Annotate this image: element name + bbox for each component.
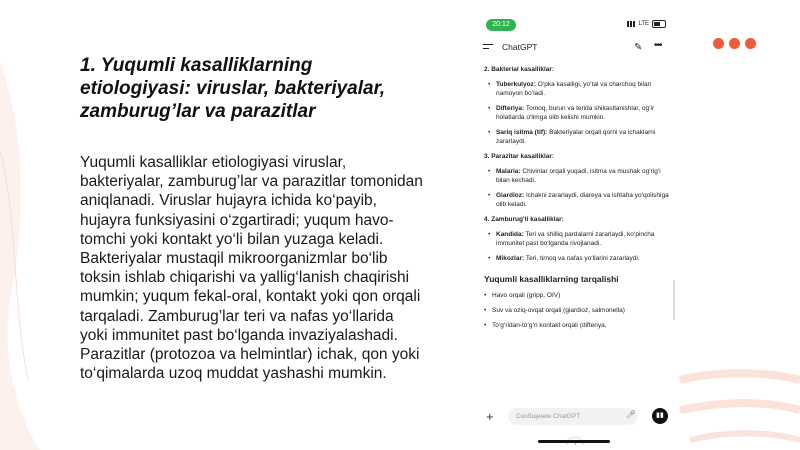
item-text: Bakteriyalar orqali qorni va ichaklarni zararlaydi.	[496, 129, 656, 145]
list-item	[484, 128, 670, 146]
list-item	[484, 104, 670, 122]
dot-icon	[713, 38, 724, 49]
signal-icon	[627, 21, 635, 27]
home-indicator	[538, 440, 610, 443]
app-header	[476, 39, 672, 57]
section-heading: 3. Parazitar kasalliklar:	[484, 153, 555, 160]
plus-icon[interactable]: +	[486, 409, 494, 424]
spread-heading: Yuqumli kasalliklarning tarqalishi	[484, 274, 619, 284]
phone-screenshot	[476, 15, 672, 445]
hamburger-icon[interactable]	[483, 44, 493, 52]
item-text: Teri va shilliq pardalarni zararlaydi, ko‘pincha immunitet past bo‘lganda rivojlanadi.	[496, 231, 655, 247]
item-name: Kandida:	[496, 231, 524, 238]
slide-body: Yuqumli kasalliklar etiologiyasi viruslar, bakteriyalar, zamburug’lar va parazitlar tomonidan aniqlanadi. Viruslar hujayra ichida ko‘payib, hujayra funksiyasini o‘zgartiradi; yuqum havo-tomchi yoki kontakt yo‘li bilan yuzaga keladi. Bakteriyalar mustaqil mikroorganizmlar bo‘lib toksin ishlab chiqarishi va yallig‘lanish chaqirishi mumkin; yuqum fekal-oral, kontakt yoki qon orqali tarqaladi. Zamburug’lar teri va nafas yo‘llarida yoki immunitet past bo‘lganda invaziyalashadi. Parazitlar (protozoa va helmintlar) ichak, qon yoki to‘qimalarda uzoq muddat yashashi mumkin.	[80, 154, 423, 383]
item-name: Giardioz:	[496, 192, 525, 199]
section-heading: 4. Zamburug‘li kasalliklar:	[484, 216, 564, 223]
list-item	[484, 80, 670, 98]
decorative-dots	[713, 38, 756, 49]
edit-icon[interactable]: ✎	[634, 42, 643, 53]
list-item	[484, 167, 670, 185]
item-name: Sariq isitma (tif):	[496, 129, 548, 136]
item-text: Teri, tirnoq va nafas yo‘llarini zararlaydi.	[524, 255, 640, 262]
more-icon[interactable]: •••	[654, 40, 662, 51]
item-text: Tomoq, burun va terida shikastlanishlar, og‘ir holatlarda o‘limga olib kelishi mumkin.	[496, 105, 655, 121]
status-time: 20:12	[486, 19, 516, 31]
item-name: Malaria:	[496, 168, 521, 175]
item-name: Difteriya:	[496, 105, 525, 112]
list-item: • To‘g‘ridan-to‘g‘ri kontakt orqali (difteriya,	[484, 321, 670, 330]
list-item: • Suv va oziq-ovqat orqali (giardioz, salmonella)	[484, 306, 670, 315]
message-input[interactable]: Сообщение ChatGPT	[508, 408, 638, 425]
status-bar	[476, 15, 672, 37]
item-text: Chivinlar orqali yuqadi, isitma va mushak og‘rig‘i bilan kechadi.	[496, 168, 661, 184]
item-name: Mikozlar:	[496, 255, 525, 262]
list-item	[484, 191, 670, 209]
microphone-icon[interactable]: 🎤︎	[626, 410, 637, 419]
chat-message	[484, 65, 670, 336]
dot-icon	[729, 38, 740, 49]
network-label: LTE	[638, 21, 649, 27]
section-heading: 2. Bakterial kasalliklar:	[484, 66, 555, 73]
dot-icon	[745, 38, 756, 49]
item-text: Ichakni zararlaydi, diareya va ishtaha yo‘qolishiga olib keladi.	[496, 192, 669, 208]
item-text: O‘pka kasalligi, yo‘tal va charchoq bilan namoyon bo‘ladi.	[496, 81, 652, 97]
battery-icon	[652, 20, 666, 28]
voice-mode-button[interactable]: ▮▮	[652, 408, 668, 424]
list-item: • Havo orqali (gripp, ОIV)	[484, 291, 670, 300]
status-indicators	[627, 20, 666, 28]
item-name: Tuberkulyoz:	[496, 81, 536, 88]
scrollbar[interactable]	[673, 280, 675, 320]
list-item	[484, 230, 670, 248]
slide-title: 1. Yuqumli kasalliklarning etiologiyasi: viruslar, bakteriyalar, zamburug’lar va parazitlar	[80, 55, 386, 122]
composer	[476, 405, 672, 431]
app-title: ChatGPT	[502, 42, 538, 52]
list-item	[484, 254, 670, 263]
